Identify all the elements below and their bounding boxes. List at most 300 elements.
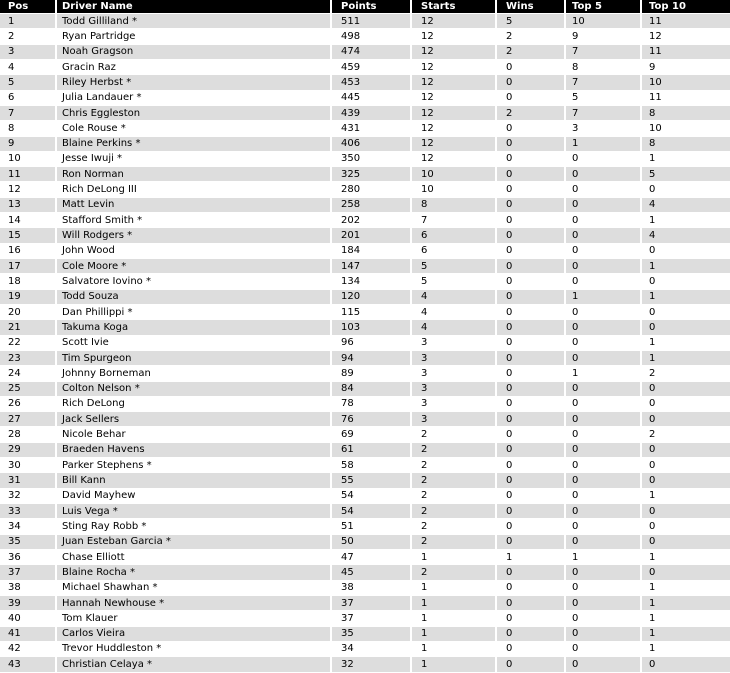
- cell-pos: 20: [0, 305, 57, 320]
- table-row: [0, 627, 730, 642]
- cell-wins: 0: [497, 351, 566, 366]
- cell-top-10: 1: [642, 642, 730, 657]
- cell-points: 115: [332, 305, 412, 320]
- cell-driver-name: Scott Ivie: [57, 336, 332, 351]
- table-row: [0, 137, 730, 152]
- cell-starts: 6: [412, 228, 497, 243]
- cell-top-10: 8: [642, 137, 730, 152]
- cell-top-10: 10: [642, 121, 730, 136]
- cell-top-5: 0: [566, 382, 642, 397]
- cell-driver-name: Gracin Raz: [57, 60, 332, 75]
- table-row: [0, 121, 730, 136]
- cell-points: 134: [332, 274, 412, 289]
- cell-driver-name: John Wood: [57, 244, 332, 259]
- cell-wins: 0: [497, 152, 566, 167]
- cell-points: 51: [332, 519, 412, 534]
- cell-top-10: 1: [642, 351, 730, 366]
- cell-top-10: 0: [642, 320, 730, 335]
- cell-pos: 3: [0, 45, 57, 60]
- cell-pos: 25: [0, 382, 57, 397]
- cell-pos: 12: [0, 182, 57, 197]
- cell-top-10: 0: [642, 182, 730, 197]
- cell-wins: 1: [497, 550, 566, 565]
- table-row: [0, 290, 730, 305]
- cell-driver-name: Christian Celaya *: [57, 657, 332, 673]
- cell-wins: 0: [497, 167, 566, 182]
- cell-points: 69: [332, 427, 412, 442]
- cell-pos: 23: [0, 351, 57, 366]
- cell-wins: 0: [497, 336, 566, 351]
- cell-top-5: 0: [566, 427, 642, 442]
- cell-driver-name: Blaine Rocha *: [57, 565, 332, 580]
- cell-top-5: 0: [566, 198, 642, 213]
- table-row: [0, 581, 730, 596]
- cell-top-10: 11: [642, 45, 730, 60]
- table-row: [0, 213, 730, 228]
- cell-points: 445: [332, 91, 412, 106]
- cell-starts: 2: [412, 565, 497, 580]
- cell-points: 498: [332, 29, 412, 44]
- cell-top-10: 1: [642, 550, 730, 565]
- table-row: [0, 244, 730, 259]
- table-row: [0, 443, 730, 458]
- table-row: [0, 489, 730, 504]
- cell-top-5: 0: [566, 581, 642, 596]
- cell-wins: 0: [497, 458, 566, 473]
- cell-wins: 0: [497, 397, 566, 412]
- cell-points: 511: [332, 14, 412, 29]
- cell-driver-name: Tom Klauer: [57, 611, 332, 626]
- cell-starts: 12: [412, 29, 497, 44]
- cell-wins: 0: [497, 228, 566, 243]
- cell-driver-name: Will Rodgers *: [57, 228, 332, 243]
- cell-starts: 2: [412, 504, 497, 519]
- table-row: [0, 596, 730, 611]
- cell-wins: 2: [497, 29, 566, 44]
- cell-driver-name: Rich DeLong: [57, 397, 332, 412]
- cell-points: 147: [332, 259, 412, 274]
- cell-points: 280: [332, 182, 412, 197]
- cell-top-5: 0: [566, 228, 642, 243]
- cell-pos: 19: [0, 290, 57, 305]
- cell-top-10: 0: [642, 443, 730, 458]
- cell-starts: 4: [412, 290, 497, 305]
- table-row: [0, 29, 730, 44]
- cell-wins: 0: [497, 489, 566, 504]
- cell-top-10: 1: [642, 627, 730, 642]
- table-row: [0, 382, 730, 397]
- table-row: [0, 657, 730, 673]
- cell-points: 47: [332, 550, 412, 565]
- cell-pos: 31: [0, 473, 57, 488]
- cell-top-10: 5: [642, 167, 730, 182]
- cell-driver-name: Blaine Perkins *: [57, 137, 332, 152]
- cell-starts: 12: [412, 91, 497, 106]
- table-row: [0, 75, 730, 90]
- cell-top-5: 0: [566, 443, 642, 458]
- table-row: [0, 642, 730, 657]
- cell-pos: 43: [0, 657, 57, 673]
- cell-driver-name: Parker Stephens *: [57, 458, 332, 473]
- cell-starts: 2: [412, 427, 497, 442]
- cell-pos: 6: [0, 91, 57, 106]
- cell-top-10: 0: [642, 412, 730, 427]
- cell-wins: 0: [497, 198, 566, 213]
- cell-top-5: 7: [566, 106, 642, 121]
- cell-points: 54: [332, 504, 412, 519]
- cell-points: 37: [332, 596, 412, 611]
- table-row: [0, 14, 730, 29]
- cell-top-5: 5: [566, 91, 642, 106]
- cell-top-10: 0: [642, 382, 730, 397]
- table-row: [0, 535, 730, 550]
- cell-top-10: 0: [642, 504, 730, 519]
- cell-wins: 0: [497, 60, 566, 75]
- column-header-driver-name: Driver Name: [57, 0, 332, 14]
- cell-starts: 8: [412, 198, 497, 213]
- cell-driver-name: Juan Esteban Garcia *: [57, 535, 332, 550]
- cell-top-5: 0: [566, 458, 642, 473]
- cell-pos: 39: [0, 596, 57, 611]
- cell-driver-name: Sting Ray Robb *: [57, 519, 332, 534]
- cell-top-5: 0: [566, 397, 642, 412]
- cell-top-5: 1: [566, 137, 642, 152]
- cell-driver-name: Braeden Havens: [57, 443, 332, 458]
- cell-points: 35: [332, 627, 412, 642]
- cell-points: 431: [332, 121, 412, 136]
- cell-driver-name: Luis Vega *: [57, 504, 332, 519]
- cell-starts: 2: [412, 473, 497, 488]
- cell-starts: 1: [412, 657, 497, 673]
- cell-top-5: 0: [566, 259, 642, 274]
- cell-top-5: 0: [566, 473, 642, 488]
- cell-points: 34: [332, 642, 412, 657]
- cell-driver-name: Ron Norman: [57, 167, 332, 182]
- cell-top-10: 4: [642, 228, 730, 243]
- cell-driver-name: Tim Spurgeon: [57, 351, 332, 366]
- cell-top-10: 1: [642, 489, 730, 504]
- cell-starts: 4: [412, 320, 497, 335]
- cell-points: 84: [332, 382, 412, 397]
- cell-pos: 40: [0, 611, 57, 626]
- cell-wins: 0: [497, 611, 566, 626]
- cell-top-10: 8: [642, 106, 730, 121]
- cell-top-5: 0: [566, 519, 642, 534]
- table-row: [0, 366, 730, 381]
- cell-pos: 8: [0, 121, 57, 136]
- cell-pos: 29: [0, 443, 57, 458]
- cell-driver-name: Takuma Koga: [57, 320, 332, 335]
- cell-driver-name: Trevor Huddleston *: [57, 642, 332, 657]
- cell-top-10: 0: [642, 397, 730, 412]
- cell-pos: 11: [0, 167, 57, 182]
- table-row: [0, 152, 730, 167]
- cell-points: 406: [332, 137, 412, 152]
- cell-wins: 0: [497, 244, 566, 259]
- cell-pos: 2: [0, 29, 57, 44]
- cell-wins: 0: [497, 91, 566, 106]
- cell-pos: 22: [0, 336, 57, 351]
- cell-top-5: 0: [566, 336, 642, 351]
- cell-starts: 2: [412, 458, 497, 473]
- cell-starts: 1: [412, 642, 497, 657]
- cell-top-5: 0: [566, 611, 642, 626]
- cell-pos: 14: [0, 213, 57, 228]
- standings-table-body: [0, 14, 730, 673]
- cell-top-10: 2: [642, 366, 730, 381]
- cell-driver-name: Chris Eggleston: [57, 106, 332, 121]
- cell-pos: 10: [0, 152, 57, 167]
- cell-pos: 18: [0, 274, 57, 289]
- cell-wins: 0: [497, 473, 566, 488]
- cell-points: 103: [332, 320, 412, 335]
- cell-pos: 35: [0, 535, 57, 550]
- cell-starts: 2: [412, 489, 497, 504]
- cell-driver-name: Jesse Iwuji *: [57, 152, 332, 167]
- cell-pos: 24: [0, 366, 57, 381]
- cell-points: 50: [332, 535, 412, 550]
- cell-driver-name: Noah Gragson: [57, 45, 332, 60]
- cell-points: 89: [332, 366, 412, 381]
- table-row: [0, 519, 730, 534]
- cell-top-5: 0: [566, 504, 642, 519]
- cell-starts: 1: [412, 581, 497, 596]
- table-row: [0, 320, 730, 335]
- cell-pos: 33: [0, 504, 57, 519]
- cell-starts: 3: [412, 412, 497, 427]
- cell-pos: 36: [0, 550, 57, 565]
- cell-pos: 34: [0, 519, 57, 534]
- cell-wins: 2: [497, 45, 566, 60]
- cell-pos: 26: [0, 397, 57, 412]
- cell-starts: 12: [412, 60, 497, 75]
- cell-top-10: 1: [642, 581, 730, 596]
- cell-top-10: 10: [642, 75, 730, 90]
- table-row: [0, 397, 730, 412]
- cell-starts: 1: [412, 627, 497, 642]
- cell-wins: 0: [497, 137, 566, 152]
- cell-starts: 1: [412, 550, 497, 565]
- cell-top-5: 0: [566, 351, 642, 366]
- cell-driver-name: Colton Nelson *: [57, 382, 332, 397]
- cell-starts: 3: [412, 366, 497, 381]
- cell-driver-name: Todd Souza: [57, 290, 332, 305]
- cell-driver-name: Johnny Borneman: [57, 366, 332, 381]
- cell-wins: 2: [497, 106, 566, 121]
- cell-top-5: 0: [566, 152, 642, 167]
- cell-top-5: 0: [566, 305, 642, 320]
- cell-top-10: 12: [642, 29, 730, 44]
- cell-starts: 7: [412, 213, 497, 228]
- cell-driver-name: Riley Herbst *: [57, 75, 332, 90]
- cell-pos: 30: [0, 458, 57, 473]
- cell-points: 96: [332, 336, 412, 351]
- cell-top-5: 0: [566, 274, 642, 289]
- cell-driver-name: Hannah Newhouse *: [57, 596, 332, 611]
- table-row: [0, 259, 730, 274]
- cell-points: 37: [332, 611, 412, 626]
- cell-pos: 42: [0, 642, 57, 657]
- cell-top-10: 1: [642, 611, 730, 626]
- cell-starts: 12: [412, 152, 497, 167]
- cell-top-5: 1: [566, 366, 642, 381]
- cell-starts: 5: [412, 274, 497, 289]
- cell-points: 184: [332, 244, 412, 259]
- cell-points: 350: [332, 152, 412, 167]
- cell-points: 439: [332, 106, 412, 121]
- cell-wins: 0: [497, 596, 566, 611]
- cell-pos: 13: [0, 198, 57, 213]
- cell-starts: 6: [412, 244, 497, 259]
- cell-starts: 1: [412, 596, 497, 611]
- cell-pos: 27: [0, 412, 57, 427]
- cell-wins: 0: [497, 504, 566, 519]
- column-header-pos: Pos: [0, 0, 57, 14]
- cell-top-5: 0: [566, 182, 642, 197]
- table-row: [0, 167, 730, 182]
- cell-starts: 2: [412, 519, 497, 534]
- cell-starts: 2: [412, 535, 497, 550]
- cell-top-10: 0: [642, 565, 730, 580]
- cell-top-5: 0: [566, 642, 642, 657]
- table-row: [0, 45, 730, 60]
- table-row: [0, 550, 730, 565]
- cell-top-10: 1: [642, 596, 730, 611]
- cell-pos: 41: [0, 627, 57, 642]
- cell-starts: 12: [412, 45, 497, 60]
- cell-wins: 0: [497, 213, 566, 228]
- cell-points: 55: [332, 473, 412, 488]
- cell-top-5: 1: [566, 290, 642, 305]
- cell-wins: 0: [497, 274, 566, 289]
- cell-driver-name: Cole Rouse *: [57, 121, 332, 136]
- cell-top-10: 1: [642, 259, 730, 274]
- cell-pos: 32: [0, 489, 57, 504]
- cell-starts: 10: [412, 167, 497, 182]
- cell-starts: 3: [412, 397, 497, 412]
- column-header-points: Points: [332, 0, 412, 14]
- cell-top-5: 0: [566, 565, 642, 580]
- cell-top-10: 0: [642, 657, 730, 673]
- cell-pos: 4: [0, 60, 57, 75]
- cell-top-10: 0: [642, 519, 730, 534]
- cell-starts: 10: [412, 182, 497, 197]
- cell-driver-name: Bill Kann: [57, 473, 332, 488]
- cell-top-5: 0: [566, 657, 642, 673]
- cell-top-10: 1: [642, 152, 730, 167]
- cell-points: 61: [332, 443, 412, 458]
- table-row: [0, 565, 730, 580]
- cell-starts: 2: [412, 443, 497, 458]
- column-header-starts: Starts: [412, 0, 497, 14]
- cell-top-5: 0: [566, 535, 642, 550]
- cell-wins: 0: [497, 535, 566, 550]
- table-row: [0, 198, 730, 213]
- cell-top-10: 0: [642, 458, 730, 473]
- cell-points: 54: [332, 489, 412, 504]
- cell-driver-name: Jack Sellers: [57, 412, 332, 427]
- cell-pos: 16: [0, 244, 57, 259]
- cell-pos: 1: [0, 14, 57, 29]
- cell-wins: 0: [497, 259, 566, 274]
- cell-top-5: 0: [566, 320, 642, 335]
- cell-points: 201: [332, 228, 412, 243]
- cell-points: 38: [332, 581, 412, 596]
- cell-starts: 12: [412, 75, 497, 90]
- cell-driver-name: Nicole Behar: [57, 427, 332, 442]
- cell-starts: 12: [412, 106, 497, 121]
- cell-top-5: 0: [566, 489, 642, 504]
- cell-points: 258: [332, 198, 412, 213]
- table-row: [0, 427, 730, 442]
- cell-driver-name: Cole Moore *: [57, 259, 332, 274]
- cell-driver-name: David Mayhew: [57, 489, 332, 504]
- table-row: [0, 611, 730, 626]
- cell-wins: 0: [497, 657, 566, 673]
- cell-top-10: 4: [642, 198, 730, 213]
- cell-top-10: 0: [642, 535, 730, 550]
- table-row: [0, 106, 730, 121]
- cell-driver-name: Michael Shawhan *: [57, 581, 332, 596]
- cell-top-5: 8: [566, 60, 642, 75]
- cell-wins: 0: [497, 382, 566, 397]
- cell-wins: 0: [497, 412, 566, 427]
- cell-top-5: 10: [566, 14, 642, 29]
- table-row: [0, 336, 730, 351]
- cell-top-10: 0: [642, 305, 730, 320]
- cell-wins: 0: [497, 565, 566, 580]
- cell-pos: 17: [0, 259, 57, 274]
- cell-top-5: 0: [566, 213, 642, 228]
- cell-points: 78: [332, 397, 412, 412]
- cell-points: 459: [332, 60, 412, 75]
- table-row: [0, 228, 730, 243]
- cell-top-5: 3: [566, 121, 642, 136]
- cell-wins: 0: [497, 182, 566, 197]
- cell-wins: 0: [497, 581, 566, 596]
- cell-top-5: 7: [566, 75, 642, 90]
- cell-wins: 0: [497, 366, 566, 381]
- cell-top-10: 0: [642, 274, 730, 289]
- cell-points: 45: [332, 565, 412, 580]
- cell-pos: 15: [0, 228, 57, 243]
- cell-wins: 0: [497, 642, 566, 657]
- cell-driver-name: Todd Gilliland *: [57, 14, 332, 29]
- cell-driver-name: Rich DeLong III: [57, 182, 332, 197]
- cell-pos: 28: [0, 427, 57, 442]
- cell-starts: 12: [412, 14, 497, 29]
- cell-starts: 3: [412, 351, 497, 366]
- cell-points: 32: [332, 657, 412, 673]
- column-header-top-5: Top 5: [566, 0, 642, 14]
- cell-points: 453: [332, 75, 412, 90]
- table-row: [0, 504, 730, 519]
- cell-wins: 0: [497, 320, 566, 335]
- cell-top-5: 0: [566, 244, 642, 259]
- cell-top-5: 1: [566, 550, 642, 565]
- cell-top-10: 11: [642, 14, 730, 29]
- cell-pos: 38: [0, 581, 57, 596]
- cell-driver-name: Ryan Partridge: [57, 29, 332, 44]
- cell-wins: 0: [497, 75, 566, 90]
- cell-pos: 21: [0, 320, 57, 335]
- column-header-wins: Wins: [497, 0, 566, 14]
- cell-wins: 0: [497, 443, 566, 458]
- table-row: [0, 274, 730, 289]
- cell-points: 474: [332, 45, 412, 60]
- cell-driver-name: Julia Landauer *: [57, 91, 332, 106]
- cell-top-10: 0: [642, 244, 730, 259]
